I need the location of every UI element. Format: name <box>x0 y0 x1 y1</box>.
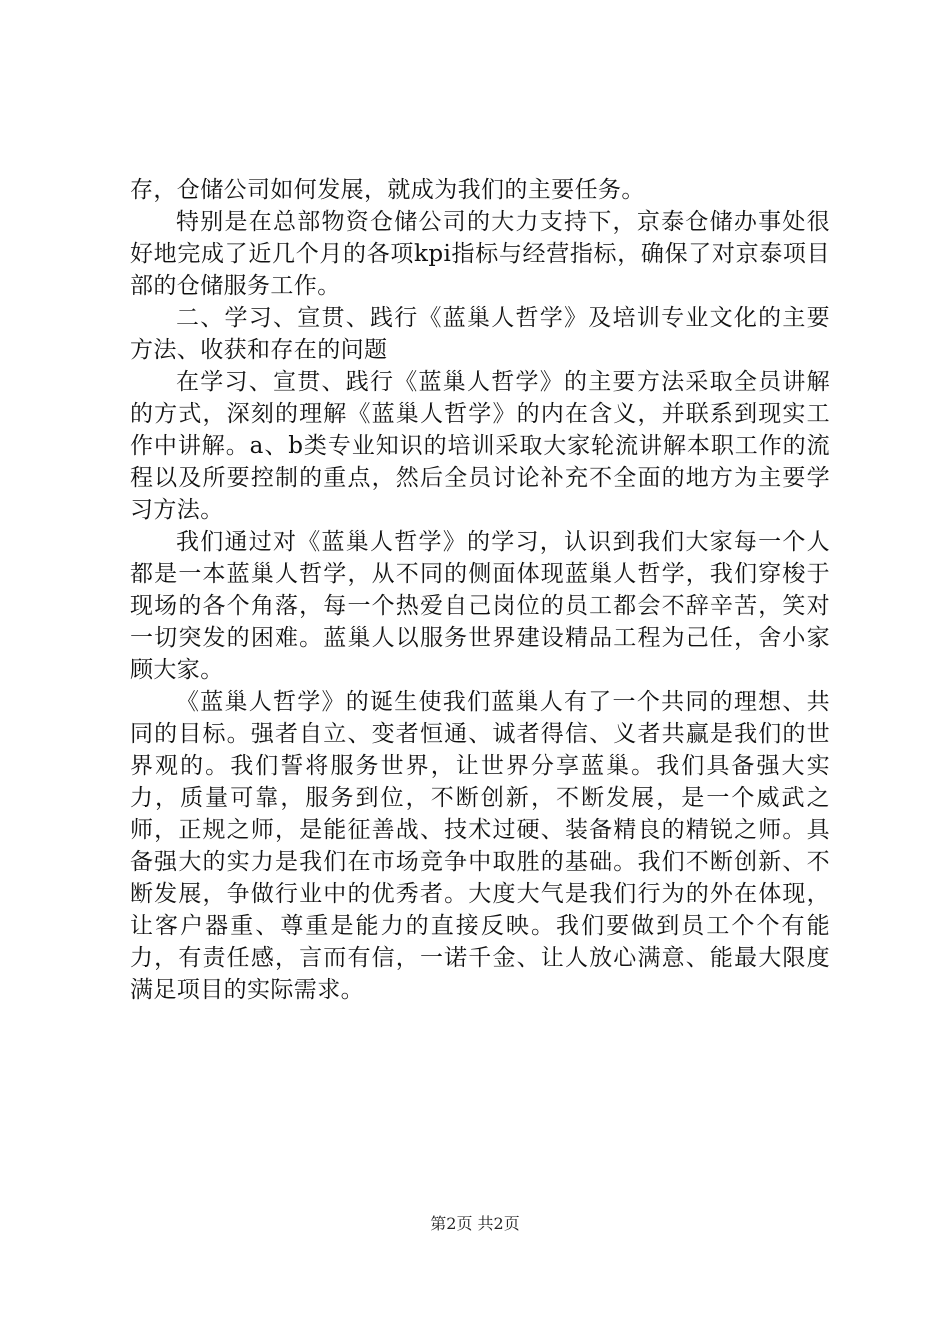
paragraph-methods: 在学习、宣贯、践行《蓝巢人哲学》的主要方法采取全员讲解的方式，深刻的理解《蓝巢人哲学》的内在含义，并联系到现实工作中讲解。a、b类专业知识的培训采取大家轮流讲解本职工作的流程以及所要控制的重点，然后全员讨论补充不全面的地方为主要学习方法。 <box>130 369 830 523</box>
paragraph-learning: 我们通过对《蓝巢人哲学》的学习，认识到我们大家每一个人都是一本蓝巢人哲学，从不同的侧面体现蓝巢人哲学，我们穿梭于现场的各个角落，每一个热爱自己岗位的员工都会不辞辛苦，笑对一切突发的困难。蓝巢人以服务世界建设精品工程为己任，舍小家顾大家。 <box>130 529 830 683</box>
paragraph-kpi-completion: 特别是在总部物资仓储公司的大力支持下，京泰仓储办事处很好地完成了近几个月的各项kpi指标与经营指标，确保了对京泰项目部的仓储服务工作。 <box>130 209 830 299</box>
document-body <box>130 174 830 1006</box>
section-heading-2: 二、学习、宣贯、践行《蓝巢人哲学》及培训专业文化的主要方法、收获和存在的问题 <box>130 305 830 363</box>
paragraph-philosophy: 《蓝巢人哲学》的诞生使我们蓝巢人有了一个共同的理想、共同的目标。强者自立、变者恒通、诚者得信、义者共赢是我们的世界观的。我们誓将服务世界，让世界分享蓝巢。我们具备强大实力，质量可靠，服务到位，不断创新，不断发展，是一个威武之师，正规之师，是能征善战、技术过硬、装备精良的精锐之师。具备强大的实力是我们在市场竞争中取胜的基础。我们不断创新、不断发展，争做行业中的优秀者。大度大气是我们行为的外在体现，让客户器重、尊重是能力的直接反映。我们要做到员工个个有能力，有责任感，言而有信，一诺千金、让人放心满意、能最大限度满足项目的实际需求。 <box>130 689 830 1003</box>
paragraph-continuation: 存，仓储公司如何发展，就成为我们的主要任务。 <box>130 177 645 203</box>
page-number-footer: 第2页 共2页 <box>430 1214 520 1233</box>
